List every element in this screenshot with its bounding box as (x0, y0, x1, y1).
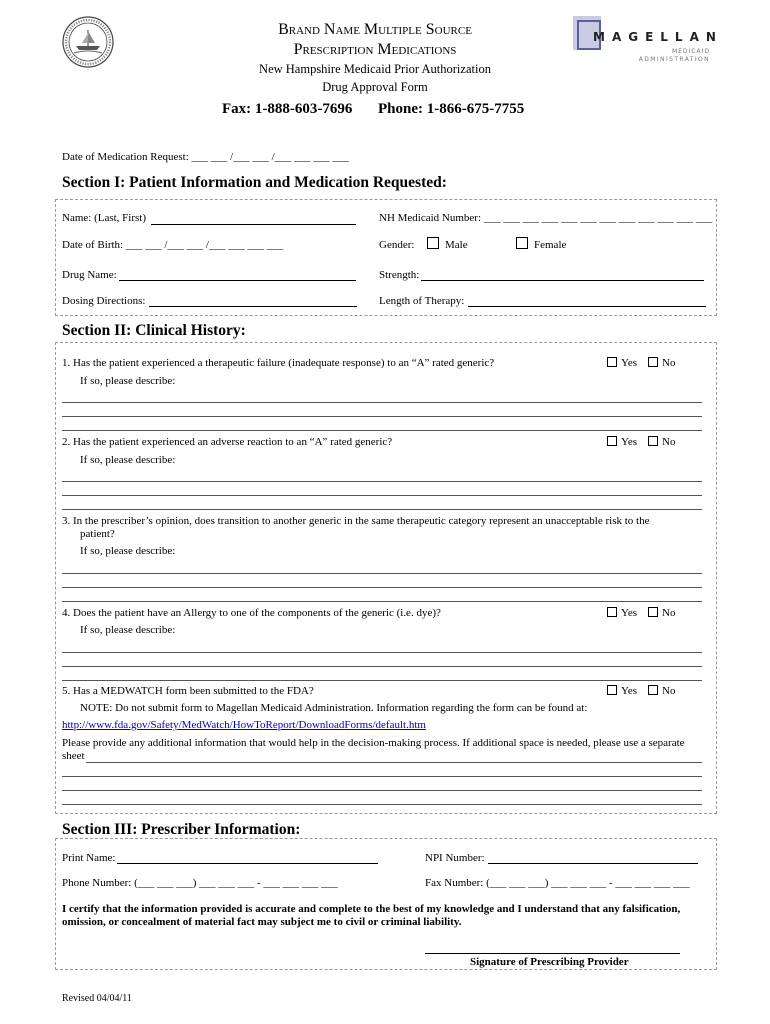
q4-describe-line[interactable] (62, 652, 702, 653)
npi-number-input[interactable] (488, 863, 698, 864)
female-checkbox[interactable] (516, 237, 528, 249)
question-3-cont: patient? (80, 528, 115, 540)
length-of-therapy-input[interactable] (468, 306, 706, 307)
dob-field[interactable]: Date of Birth: ___ ___ /___ ___ /___ ___ ___ ___ (62, 239, 284, 251)
q2-describe-label: If so, please describe: (80, 454, 176, 466)
q5-yes-checkbox[interactable] (607, 685, 617, 695)
q1-describe-line[interactable] (62, 416, 702, 417)
q3-describe-line[interactable] (62, 601, 702, 602)
prescriber-fax-field[interactable]: Fax Number: (___ ___ ___) ___ ___ ___ - ___ ___ ___ ___ (425, 877, 690, 889)
dosing-directions-input[interactable] (149, 306, 357, 307)
revised-date: Revised 04/04/11 (62, 993, 132, 1004)
additional-info-label: Please provide any additional information that would help in the decision-making process. If additional space is needed, please use a separate (62, 737, 685, 749)
drug-name-label: Drug Name: (62, 269, 117, 281)
gender-label: Gender: (379, 239, 415, 251)
fax-number: Fax: 1-888-603-7696 (222, 101, 353, 117)
npi-number-label: NPI Number: (425, 852, 485, 864)
print-name-label: Print Name: (62, 852, 116, 864)
form-subtitle: New Hampshire Medicaid Prior Authorization (259, 62, 491, 76)
additional-info-line[interactable] (62, 790, 702, 791)
medicaid-number-input[interactable]: ___ ___ ___ ___ ___ ___ ___ ___ ___ ___ ___ ___ (484, 212, 713, 224)
print-name-input[interactable] (117, 863, 378, 864)
q1-describe-line[interactable] (62, 430, 702, 431)
length-of-therapy-label: Length of Therapy: (379, 295, 465, 307)
additional-info-line[interactable] (86, 762, 702, 763)
form-title-line1: Brand Name Multiple Source (278, 21, 472, 38)
q5-no-checkbox[interactable] (648, 685, 658, 695)
q3-describe-label: If so, please describe: (80, 545, 176, 557)
question-2: 2. Has the patient experienced an adverse reaction to an “A” rated generic? (62, 436, 393, 448)
form-title-line2: Prescription Medications (293, 41, 457, 58)
certification-text-cont: omission, or concealment of material fact may subject me to civil or criminal liability. (62, 916, 462, 928)
male-checkbox[interactable] (427, 237, 439, 249)
q1-yes-checkbox[interactable] (607, 357, 617, 367)
question-4: 4. Does the patient have an Allergy to one of the components of the generic (i.e. dye)? (62, 607, 441, 619)
fda-medwatch-link[interactable]: http://www.fda.gov/Safety/MedWatch/HowToReport/DownloadForms/default.htm (62, 719, 426, 731)
q2-describe-line[interactable] (62, 481, 702, 482)
additional-info-line[interactable] (62, 804, 702, 805)
magellan-logo: MAGELLAN MEDICAID ADMINISTRATION (573, 16, 718, 68)
question-3: 3. In the prescriber’s opinion, does transition to another generic in the same therapeutic category represent an unacceptable risk to the (62, 515, 650, 527)
phone-number: Phone: 1-866-675-7755 (378, 101, 525, 117)
section2-title: Section II: Clinical History: (62, 322, 246, 339)
q3-describe-line[interactable] (62, 587, 702, 588)
q4-describe-label: If so, please describe: (80, 624, 176, 636)
additional-info-line[interactable] (62, 776, 702, 777)
state-seal-logo (62, 16, 114, 68)
section1-title: Section I: Patient Information and Medication Requested: (62, 174, 447, 191)
form-name: Drug Approval Form (322, 80, 428, 94)
q5-no-option[interactable]: No (648, 685, 675, 697)
q2-describe-line[interactable] (62, 495, 702, 496)
drug-name-input[interactable] (119, 280, 356, 281)
q1-describe-label: If so, please describe: (80, 375, 176, 387)
patient-name-input[interactable] (151, 224, 356, 225)
q2-describe-line[interactable] (62, 509, 702, 510)
question-5: 5. Has a MEDWATCH form been submitted to the FDA? (62, 685, 314, 697)
q4-describe-line[interactable] (62, 666, 702, 667)
q4-yes-checkbox[interactable] (607, 607, 617, 617)
medicaid-number-label: NH Medicaid Number: (379, 212, 482, 224)
medwatch-note: NOTE: Do not submit form to Magellan Medicaid Administration. Information regarding the form can be found at: (80, 702, 588, 714)
q1-yes-option[interactable]: Yes (607, 357, 637, 369)
q4-yes-option[interactable]: Yes (607, 607, 637, 619)
q1-describe-line[interactable] (62, 402, 702, 403)
q1-no-checkbox[interactable] (648, 357, 658, 367)
question-1: 1. Has the patient experienced a therapeutic failure (inadequate response) to an “A” rated generic? (62, 357, 495, 369)
patient-name-label: Name: (Last, First) (62, 212, 147, 224)
q2-no-checkbox[interactable] (648, 436, 658, 446)
q2-no-option[interactable]: No (648, 436, 675, 448)
q2-yes-checkbox[interactable] (607, 436, 617, 446)
q5-yes-option[interactable]: Yes (607, 685, 637, 697)
strength-input[interactable] (421, 280, 704, 281)
q4-no-option[interactable]: No (648, 607, 675, 619)
date-of-request-field[interactable]: Date of Medication Request: ___ ___ /___ ___ /___ ___ ___ ___ (62, 151, 349, 163)
section3-title: Section III: Prescriber Information: (62, 821, 301, 838)
sheet-label: sheet (62, 750, 85, 762)
gender-male-option[interactable]: Male (427, 237, 468, 251)
gender-female-option[interactable]: Female (516, 237, 566, 251)
prescriber-phone-field[interactable]: Phone Number: (___ ___ ___) ___ ___ ___ - ___ ___ ___ ___ (62, 877, 338, 889)
strength-label: Strength: (379, 269, 420, 281)
q2-yes-option[interactable]: Yes (607, 436, 637, 448)
q4-describe-line[interactable] (62, 680, 702, 681)
q4-no-checkbox[interactable] (648, 607, 658, 617)
signature-label: Signature of Prescribing Provider (470, 956, 629, 968)
certification-text: I certify that the information provided is accurate and complete to the best of my knowledge and I understand that any falsification, (62, 903, 681, 915)
q3-describe-line[interactable] (62, 573, 702, 574)
signature-line[interactable] (425, 953, 680, 954)
q1-no-option[interactable]: No (648, 357, 675, 369)
dosing-directions-label: Dosing Directions: (62, 295, 146, 307)
